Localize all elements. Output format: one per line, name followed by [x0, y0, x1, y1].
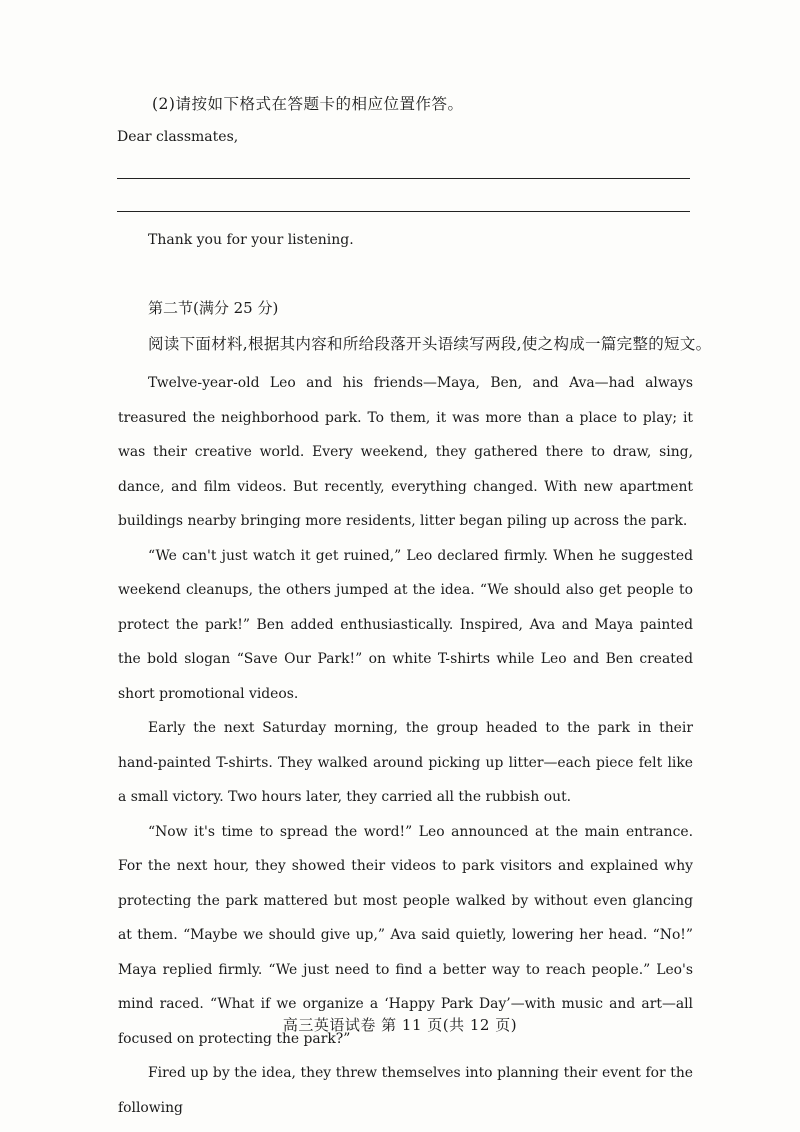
story-paragraph: Early the next Saturday morning, the group headed to the park in their hand-painted T-shirts. They walked around picking up litter—each piece felt like a small victory. Two hours later, they carried all the rubbish out.	[118, 720, 693, 805]
answer-line	[117, 178, 690, 179]
section-directions: 阅读下面材料,根据其内容和所给段落开头语续写两段,使之构成一篇完整的短文。	[148, 335, 712, 353]
writing-format-instruction: (2)请按如下格式在答题卡的相应位置作答。	[152, 95, 464, 113]
answer-line	[117, 211, 690, 212]
story-paragraph: “Now it's time to spread the word!” Leo announced at the main entrance. For the next hour, they showed their videos to park visitors and explained why protecting the park mattered but most people walked by without even glancing at them. “Maybe we should give up,” Ava said quietly, lowering her head. “No!” Maya replied firmly. “We just need to find a better way to reach people.” Leo's mind raced. “What if we organize a ‘Happy Park Day’—with music and art—all focused on protecting the park?”	[118, 823, 693, 1047]
letter-closing: Thank you for your listening.	[148, 232, 354, 248]
story-passage	[118, 366, 693, 1125]
story-paragraph: “We can't just watch it get ruined,” Leo declared firmly. When he suggested weekend cleanups, the others jumped at the idea. “We should also get people to protect the park!” Ben added enthusiastically. Inspired, Ava and Maya painted the bold slogan “Save Our Park!” on white T-shirts while Leo and Ben created short promotional videos.	[118, 547, 693, 702]
story-paragraph: Twelve-year-old Leo and his friends—Maya, Ben, and Ava—had always treasured the neighborhood park. To them, it was more than a place to play; it was their creative world. Every weekend, they gathered there to draw, sing, dance, and film videos. But recently, everything changed. With new apartment buildings nearby bringing more residents, litter began piling up across the park.	[118, 375, 693, 529]
story-paragraph: Fired up by the idea, they threw themselves into planning their event for the following	[118, 1065, 693, 1116]
section-title: 第二节(满分 25 分)	[148, 299, 279, 317]
page-footer: 高三英语试卷 第 11 页(共 12 页)	[282, 1016, 518, 1034]
letter-greeting: Dear classmates,	[117, 129, 239, 145]
